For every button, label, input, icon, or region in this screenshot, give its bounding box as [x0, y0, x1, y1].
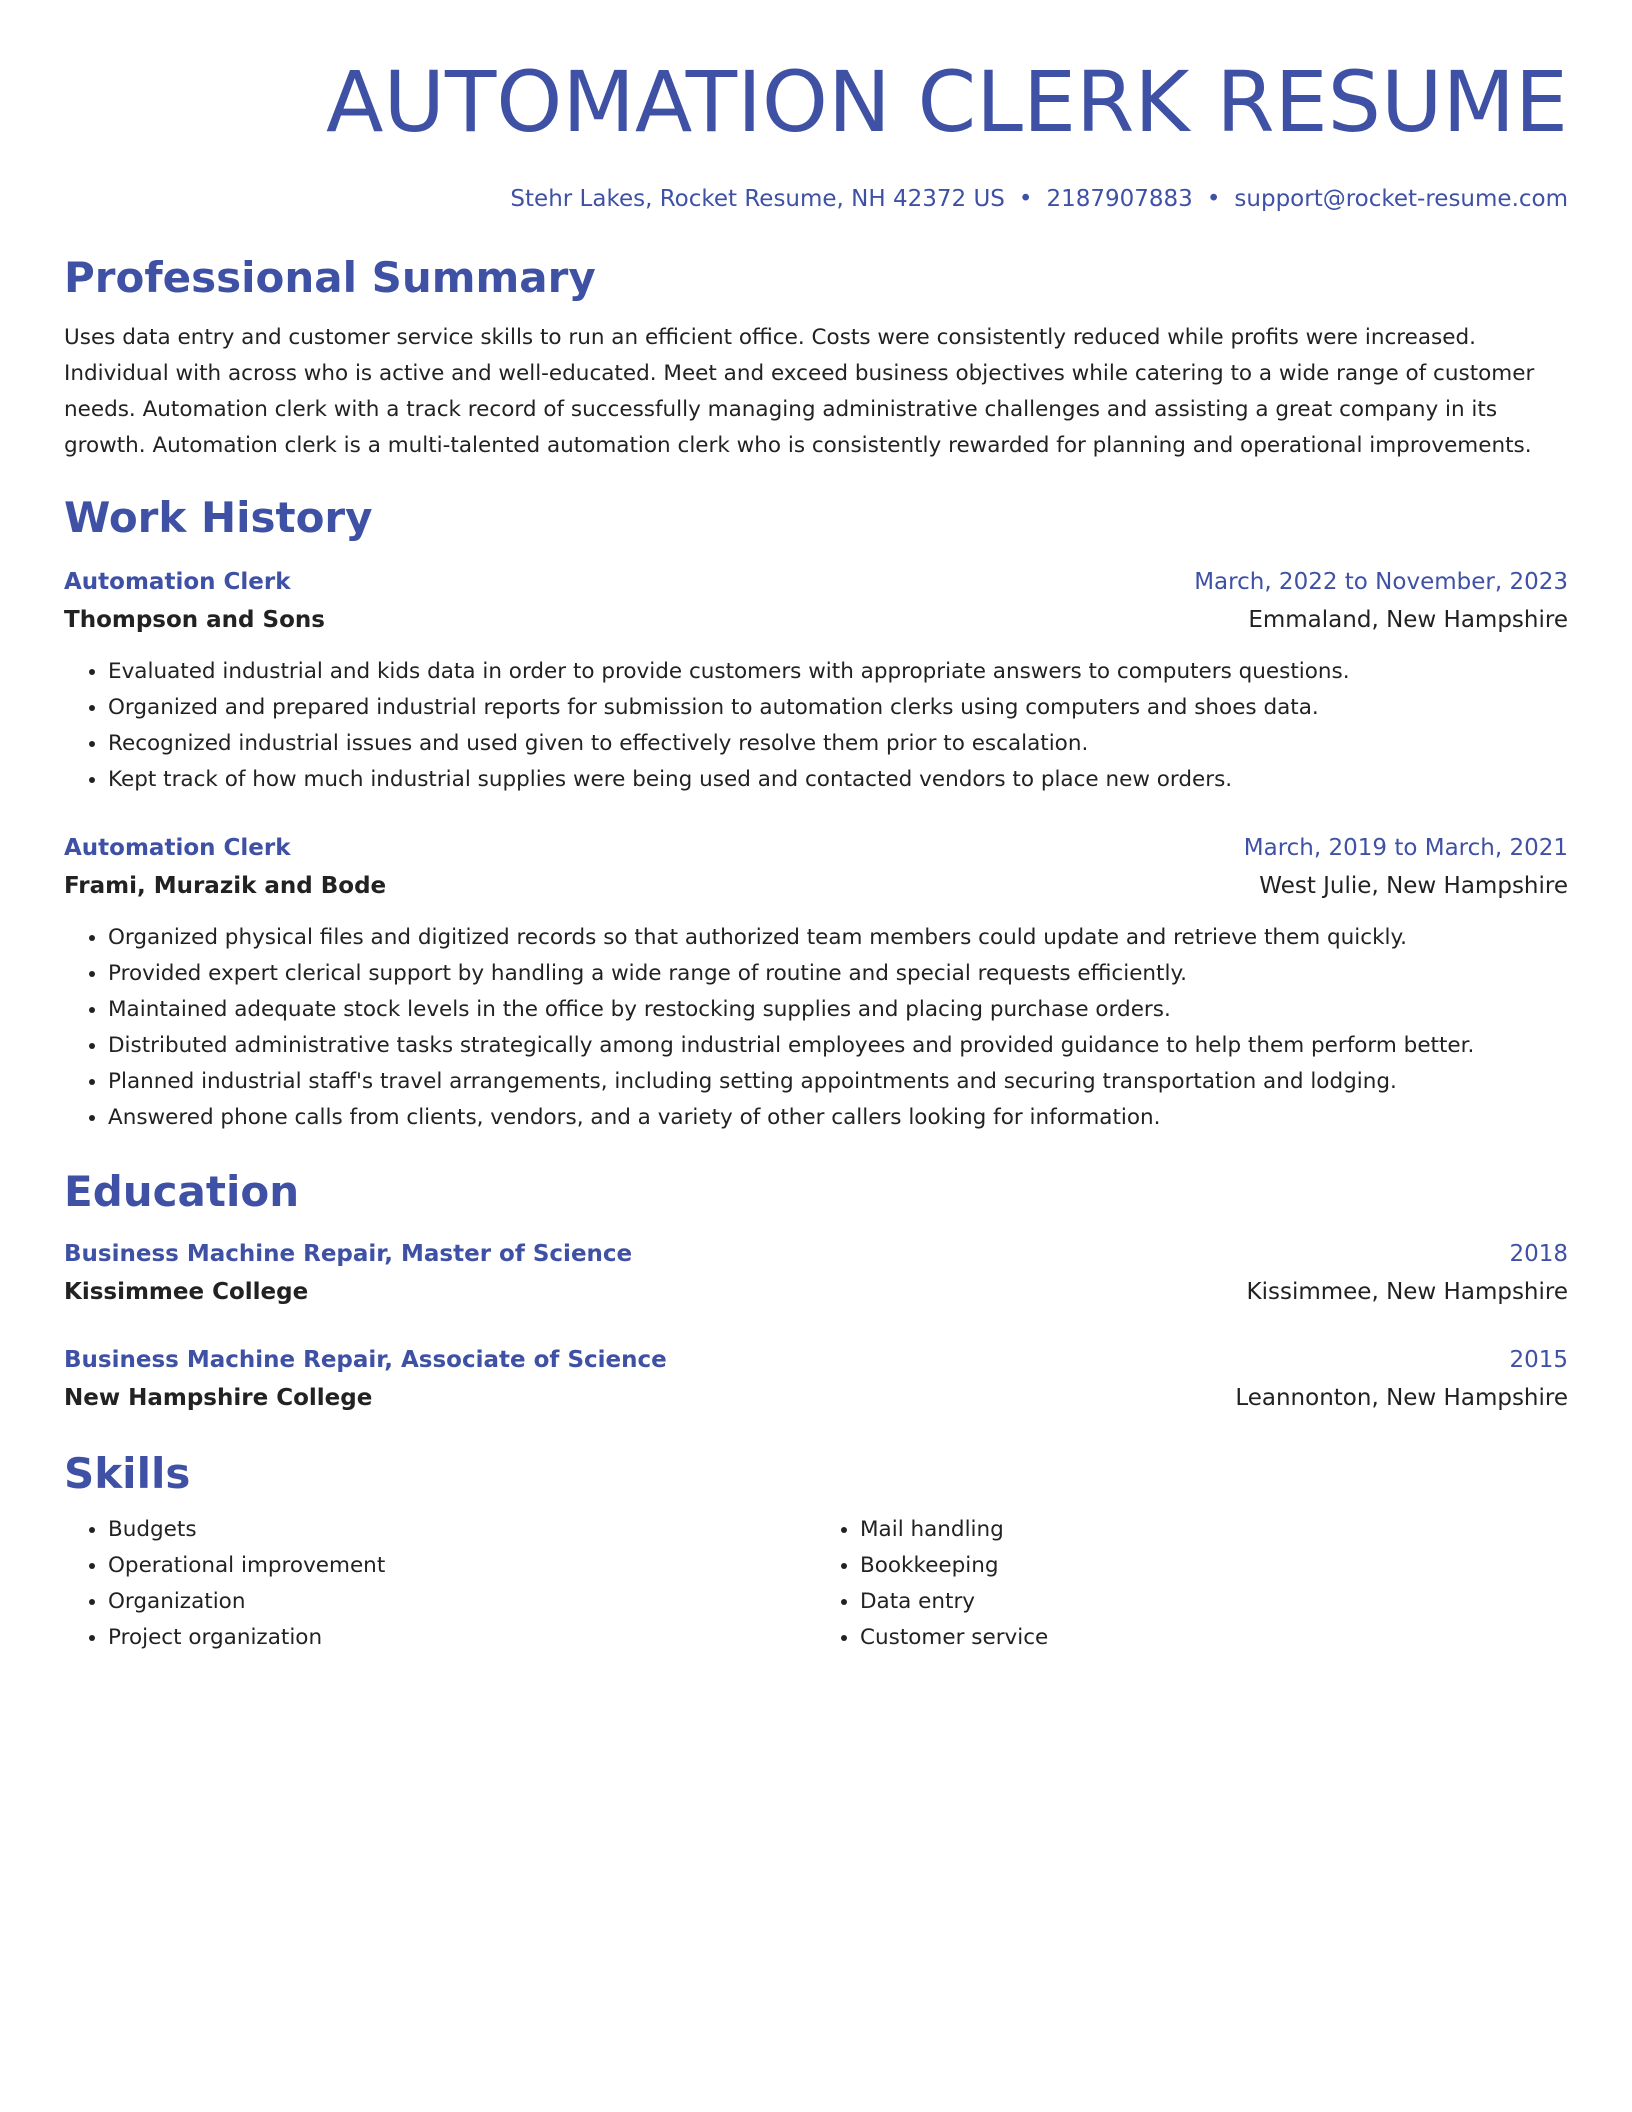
- skill-item: • Mail handling: [860, 1512, 1568, 1548]
- education-entry: [64, 1236, 1568, 1312]
- job-bullet: • Recognized industrial issues and used given to effectively resolve them prior to escalation.: [108, 726, 1568, 762]
- education-location: Kissimmee, New Hampshire: [1246, 1279, 1568, 1305]
- contact-line: [64, 182, 1568, 216]
- job-bullet: • Distributed administrative tasks strategically among industrial employees and provided guidance to help them perform better.: [108, 1028, 1568, 1064]
- work-history-heading: Work History: [64, 493, 373, 542]
- job-bullet: • Planned industrial staff's travel arrangements, including setting appointments and securing transportation and lodging.: [108, 1064, 1568, 1100]
- education-location: Leannonton, New Hampshire: [1235, 1385, 1568, 1411]
- job-title: Automation Clerk: [64, 835, 291, 861]
- job-bullets: [64, 920, 1568, 1136]
- job-bullet: • Maintained adequate stock levels in the office by restocking supplies and placing purchase orders.: [108, 992, 1568, 1028]
- skills-list: [64, 1512, 1568, 1656]
- contact-phone: 2187907883: [1046, 186, 1193, 212]
- skill-item: • Budgets: [108, 1512, 816, 1548]
- job-bullet: • Organized and prepared industrial reports for submission to automation clerks using computers and shoes data.: [108, 690, 1568, 726]
- job-bullet: • Evaluated industrial and kids data in order to provide customers with appropriate answers to computers questions.: [108, 654, 1568, 690]
- job-bullet: • Provided expert clerical support by handling a wide range of routine and special requests efficiently.: [108, 956, 1568, 992]
- contact-separator: •: [1206, 186, 1221, 212]
- job-dates: March, 2019 to March, 2021: [1243, 835, 1568, 861]
- skill-item: • Customer service: [860, 1620, 1568, 1656]
- job-entry: [64, 564, 1568, 798]
- education-degree: Business Machine Repair, Master of Science: [64, 1241, 633, 1267]
- contact-separator: •: [1018, 186, 1033, 212]
- education-heading: Education: [64, 1167, 300, 1216]
- education-school: New Hampshire College: [64, 1385, 373, 1411]
- skills-heading: Skills: [64, 1449, 191, 1498]
- skills-column-left: [64, 1512, 816, 1656]
- job-company: Thompson and Sons: [64, 607, 325, 633]
- job-location: Emmaland, New Hampshire: [1248, 607, 1568, 633]
- job-bullet: • Kept track of how much industrial supplies were being used and contacted vendors to place new orders.: [108, 762, 1568, 798]
- summary-heading: Professional Summary: [64, 253, 596, 302]
- job-dates: March, 2022 to November, 2023: [1194, 569, 1568, 595]
- job-location: West Julie, New Hampshire: [1259, 873, 1568, 899]
- skill-item: • Project organization: [108, 1620, 816, 1656]
- job-company: Frami, Murazik and Bode: [64, 873, 387, 899]
- education-degree: Business Machine Repair, Associate of Science: [64, 1347, 667, 1373]
- skill-item: • Data entry: [860, 1584, 1568, 1620]
- skill-item: • Bookkeeping: [860, 1548, 1568, 1584]
- skills-column-right: [816, 1512, 1568, 1656]
- job-bullet: • Organized physical files and digitized records so that authorized team members could update and retrieve them quickly.: [108, 920, 1568, 956]
- education-year: 2015: [1509, 1347, 1568, 1373]
- education-entry: [64, 1342, 1568, 1418]
- job-entry: [64, 830, 1568, 1136]
- summary-text: Uses data entry and customer service skills to run an efficient office. Costs were consistently reduced while profits were increased. Individual with across who is active and well-educated. Meet and exceed business objectives while catering to a wide range of customer needs. Automation clerk with a track record of successfully managing administrative challenges and assisting a great company in its growth. Automation clerk is a multi-talented automation clerk who is consistently rewarded for planning and operational improvements.: [64, 325, 1535, 458]
- contact-email: support@rocket-resume.com: [1234, 186, 1568, 212]
- skill-item: • Operational improvement: [108, 1548, 816, 1584]
- contact-address: Stehr Lakes, Rocket Resume, NH 42372 US: [510, 186, 1005, 212]
- education-list: [64, 1236, 1568, 1418]
- job-bullets: [64, 654, 1568, 798]
- job-title: Automation Clerk: [64, 569, 291, 595]
- job-bullet: • Answered phone calls from clients, vendors, and a variety of other callers looking for information.: [108, 1100, 1568, 1136]
- skill-item: • Organization: [108, 1584, 816, 1620]
- education-school: Kissimmee College: [64, 1279, 309, 1305]
- resume-header: [64, 0, 1568, 216]
- resume-title: AUTOMATION CLERK RESUME: [326, 53, 1568, 151]
- education-year: 2018: [1509, 1241, 1568, 1267]
